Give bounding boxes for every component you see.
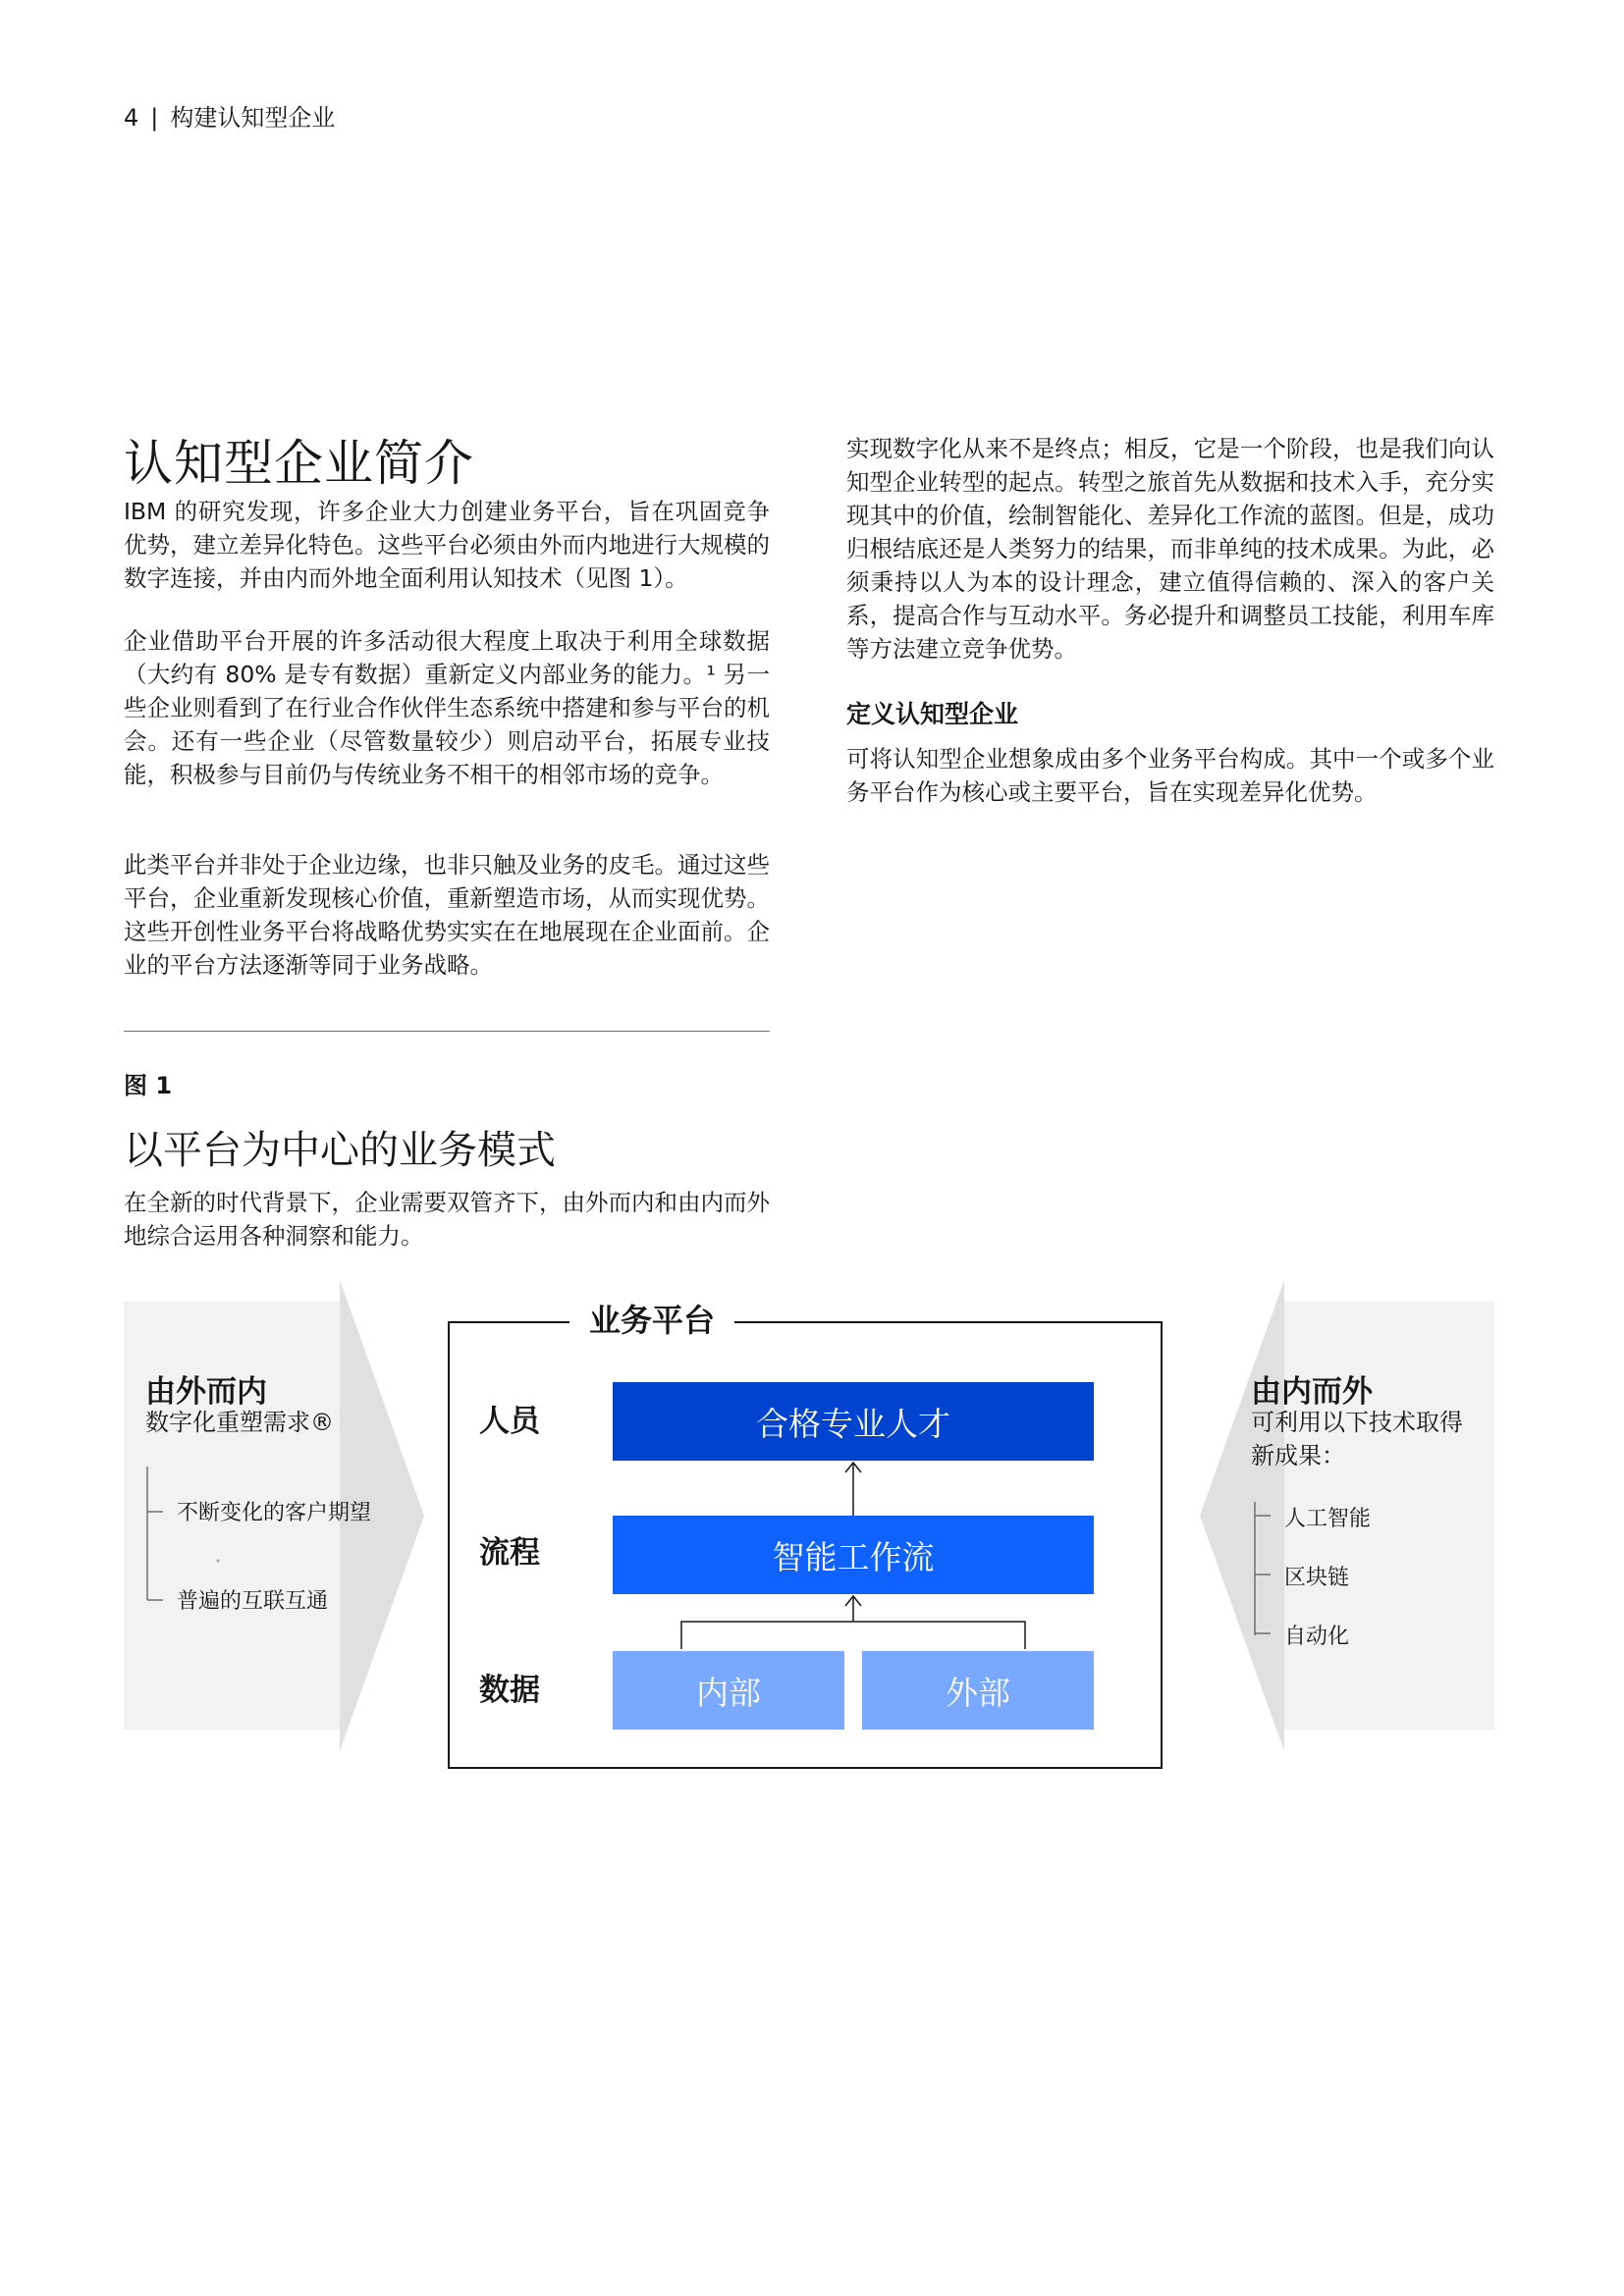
- body-paragraph-2: 企业借助平台开展的许多活动很大程度上取决于利用全球数据（大约有 80% 是专有数据）重新定义内部业务的能力。¹ 另一些企业则看到了在行业合作伙伴生态系统中搭建和参与平台的机会。还有一些企业（尽管数量较少）则启动平台，拓展专业技能，积极参与目前仍与传统业务不相干的相邻市场的竞争。: [124, 627, 770, 788]
- block-smart-workflow-label: 智能工作流: [772, 1537, 935, 1576]
- platform-title: 业务平台: [569, 1296, 734, 1341]
- right-panel-item-1: 人工智能: [1284, 1507, 1372, 1531]
- right-panel-subtitle-line-2: 新成果：: [1251, 1442, 1345, 1469]
- block-internal-data-label: 内部: [696, 1673, 761, 1712]
- right-panel-item-2: 区块链: [1284, 1566, 1350, 1590]
- right-panel-subtitle-line-1: 可利用以下技术取得: [1251, 1409, 1463, 1436]
- block-external-data-label: 外部: [946, 1673, 1010, 1712]
- left-panel-item-1: 不断变化的客户期望: [177, 1501, 372, 1525]
- row-label-data: 数据: [479, 1673, 540, 1708]
- section-title: 认知型企业简介: [124, 435, 474, 492]
- subheading: 定义认知型企业: [846, 700, 1019, 728]
- body-paragraph-1: IBM 的研究发现，许多企业大力创建业务平台，旨在巩固竞争优势，建立差异化特色。这些平台必须由外而内地进行大规模的数字连接，并由内而外地全面利用认知技术（见图 1）。: [124, 498, 770, 592]
- definition-paragraph: 可将认知型企业想象成由多个业务平台构成。其中一个或多个业务平台作为核心或主要平台，旨在实现差异化优势。: [846, 745, 1494, 806]
- data-bracket: [681, 1622, 1025, 1649]
- left-panel-title: 由外而内: [145, 1374, 267, 1410]
- figure-title: 以平台为中心的业务模式: [124, 1128, 556, 1173]
- document-title: 构建认知型企业: [170, 104, 336, 132]
- row-label-process: 流程: [479, 1535, 540, 1571]
- right-panel-title: 由内而外: [1251, 1374, 1373, 1410]
- page-number: 4: [124, 104, 139, 132]
- right-panel-item-3: 自动化: [1284, 1625, 1350, 1649]
- row-label-people: 人员: [479, 1404, 540, 1439]
- block-qualified-talent-label: 合格专业人才: [756, 1404, 950, 1443]
- left-panel-item-2: 普遍的互联互通: [177, 1589, 329, 1614]
- left-panel-subtitle: 数字化重塑需求®: [145, 1409, 334, 1436]
- figure-description: 在全新的时代背景下，企业需要双管齐下，由外而内和由内而外地综合运用各种洞察和能力。: [124, 1189, 770, 1250]
- header-separator: |: [150, 104, 159, 132]
- body-paragraph-3: 此类平台并非处于企业边缘，也非只触及业务的皮毛。通过这些平台，企业重新发现核心价值，重新塑造市场，从而实现优势。这些开创性业务平台将战略优势实实在在地展现在企业面前。企业的平台方法逐渐等同于业务战略。: [124, 851, 770, 979]
- figure-label: 图 1: [124, 1072, 173, 1099]
- right-paragraph: 实现数字化从来不是终点；相反，它是一个阶段，也是我们向认知型企业转型的起点。转型之旅首先从数据和技术入手，充分实现其中的价值，绘制智能化、差异化工作流的蓝图。但是，成功归根结底还是人类努力的结果，而非单纯的技术成果。为此，必须秉持以人为本的设计理念，建立值得信赖的、深入的客户关系，提高合作与互动水平。务必提升和调整员工技能，利用车库等方法建立竞争优势。: [846, 435, 1494, 663]
